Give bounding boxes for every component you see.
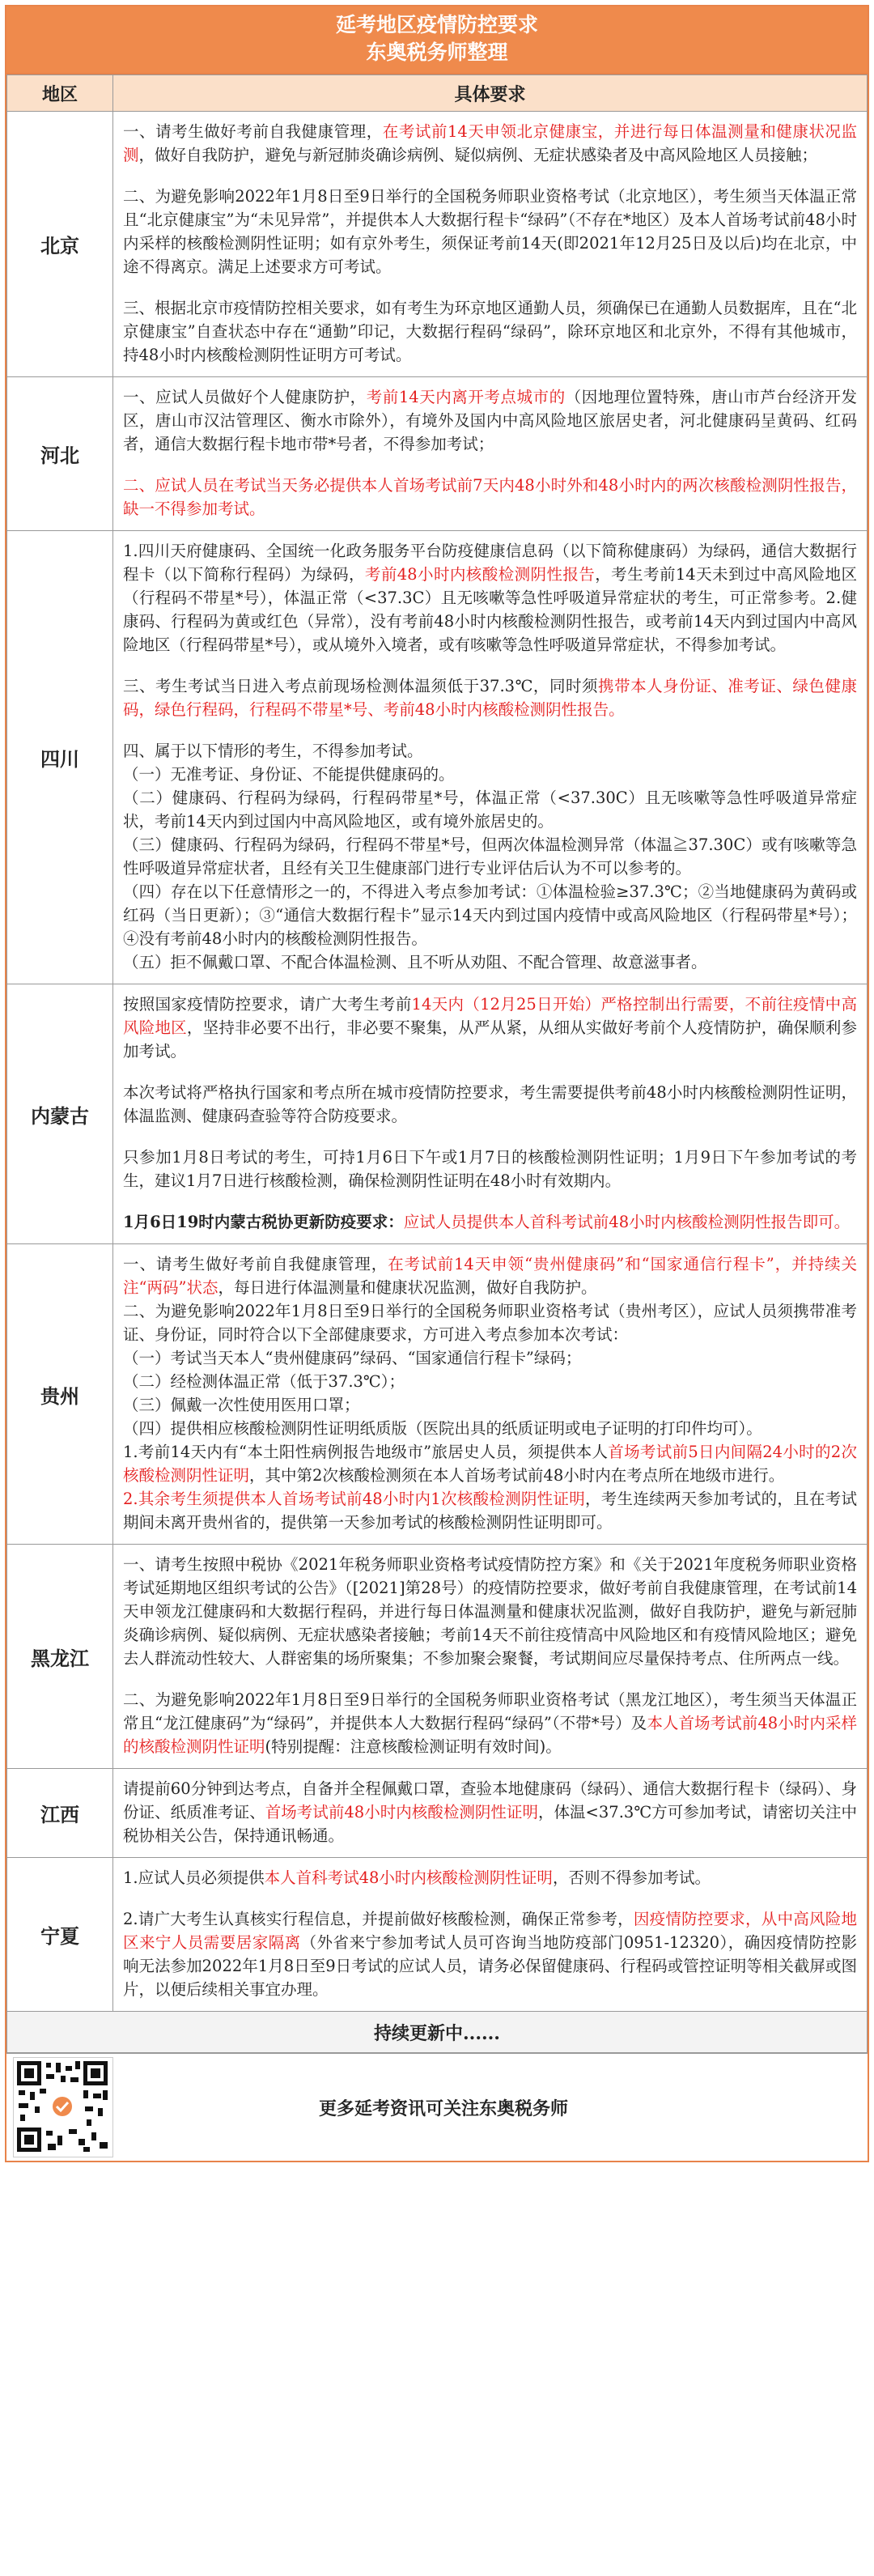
title-line-1: 延考地区疫情防控要求 <box>335 13 538 36</box>
continued-text: 持续更新中...... <box>7 2012 868 2053</box>
page <box>5 5 869 2162</box>
guizhou-item: （一）考试当天本人“贵州健康码”绿码、“国家通信行程卡”绿码； <box>123 1349 582 1367</box>
text-run: (特别提醒：注意核酸检测证明有效时间)。 <box>265 1737 562 1756</box>
highlight-text: 本人首科考试48小时内核酸检测阴性证明 <box>264 1868 553 1887</box>
highlight-text: 2.其余考生须提供本人首场考试前48小时内1次核酸检测阴性证明 <box>123 1490 585 1508</box>
jiangxi-p1 <box>123 1777 857 1847</box>
text-run: （因地理位置特殊，唐山市芦台经济开发区，唐山市汉沽管理区、衡水市除外），有境外及国内中高风险地区旅居史者，河北健康码呈黄码、红码者，通信大数据行程卡地市带*号者，不得参加考试； <box>123 388 857 453</box>
region-beijing: 北京 <box>7 112 113 377</box>
header-requirement: 具体要求 <box>113 75 868 112</box>
sichuan-item: （四）存在以下任意情形之一的，不得进入考点参加考试：①体温检验≥37.3℃；②当地健康码为黄码或红码（当日更新）；③“通信大数据行程卡”显示14天内到过国内疫情中或高风险地区（行程码带星*号）；④没有考前48小时内的核酸检测阴性报告。 <box>123 882 857 948</box>
guizhou-n2 <box>123 1487 857 1534</box>
footer <box>6 2053 868 2161</box>
text-run: 一、应试人员做好个人健康防护， <box>123 388 367 406</box>
neimenggu-p4 <box>123 1210 857 1234</box>
content-ningxia <box>113 1858 868 2012</box>
text-run: 1.应试人员必须提供 <box>123 1868 265 1887</box>
row-beijing <box>7 112 868 377</box>
sichuan-p1 <box>123 539 857 657</box>
region-sichuan: 四川 <box>7 531 113 984</box>
heilongjiang-p1: 一、请考生按照中税协《2021年税务师职业资格考试疫情防控方案》和《关于2021年度税务师职业资格考试延期地区组织考试的公告》（[2021]第28号）的疫情防控要求，做好考前自我健康管理，在考试前14天申领龙江健康码和大数据行程码，并进行每日体温测量和健康状况监测，做好自我防护，避免与新冠肺炎确诊病例、疑似病例、无症状感染者接触；考前14天不前往疫情高中风险地区和有疫情风险地区；避免去人群流动性较大、人群密集的场所聚集；不参加聚会聚餐，考试期间应尽量保持考点、住所两点一线。 <box>123 1555 857 1668</box>
content-heilongjiang <box>113 1545 868 1769</box>
header-region: 地区 <box>7 75 113 112</box>
text-run: ，考生考前14天未到过中高风险地区（行程码不带星*号），体温正常（<37.3C）且无咳嗽等急性呼吸道异常症状的考生，可正常参考。2.健康码、行程码为黄或红色（异常），没有考前48小时内核酸检测阴性报告，或考前14天内到过国内中高风险地区（行程码带星*号），或从境外入境者，或有咳嗽等急性呼吸道异常症状，不得参加考试。 <box>123 565 857 654</box>
text-run: ，每日进行体温测量和健康状况监测，做好自我防护。 <box>218 1278 597 1297</box>
region-heilongjiang: 黑龙江 <box>7 1545 113 1769</box>
text-run: 三、考生考试当日进入考点前现场检测体温须低于37.3℃，同时须 <box>123 677 599 695</box>
row-ningxia <box>7 1858 868 2012</box>
table-header-row <box>7 75 868 112</box>
highlight-text: 首场考试前5日内间隔24小时的2次核酸检测阴性证明 <box>123 1443 857 1485</box>
text-run: 1.四川天府健康码、全国统一化政务服务平台防疫健康信息码（以下简称健康码）为绿码，通信大数据行程卡（以下简称行程码）为绿码， <box>123 542 857 584</box>
highlight-text: 14天内（12月25日开始）严格控制出行需要，不前往疫情中高风险地区 <box>123 995 857 1037</box>
guizhou-item: （三）佩戴一次性使用医用口罩； <box>123 1396 360 1414</box>
content-sichuan <box>113 531 868 984</box>
bold-text: 1月6日19时内蒙古税协更新防疫要求： <box>123 1213 404 1231</box>
ningxia-p2 <box>123 1907 857 2001</box>
text-run: 一、请考生做好考前自我健康管理， <box>123 122 383 141</box>
region-hebei: 河北 <box>7 377 113 531</box>
highlight-text: 首场考试前48小时内核酸检测阴性证明 <box>265 1803 538 1821</box>
content-neimenggu <box>113 984 868 1244</box>
text-run: 按照国家疫情防控要求，请广大考生考前 <box>123 995 412 1014</box>
row-hebei <box>7 377 868 531</box>
sichuan-item: （一）无准考证、身份证、不能提供健康码的。 <box>123 765 455 784</box>
beijing-p3: 三、根据北京市疫情防控相关要求，如有考生为环京地区通勤人员，须确保已在通勤人员数据库，且在“北京健康宝”自查状态中存在“通勤”印记，大数据行程码“绿码”，除环京地区和北京外，不得有其他城市，持48小时内核酸检测阴性证明方可考试。 <box>123 299 857 364</box>
highlight-text: 因疫情防控要求，从中高风险地区来宁人员需要居家隔离 <box>123 1910 857 1952</box>
heilongjiang-p2 <box>123 1688 857 1758</box>
highlight-text: 考前48小时内核酸检测阴性报告 <box>364 565 596 584</box>
qr-code-icon[interactable] <box>13 2057 113 2157</box>
text-run: ，做好自我防护，避免与新冠肺炎确诊病例、疑似病例、无症状感染者及中高风险地区人员接触； <box>138 146 818 164</box>
hebei-p1 <box>123 385 857 456</box>
guizhou-p1 <box>123 1252 857 1299</box>
row-neimenggu <box>7 984 868 1244</box>
text-run: 请提前60分钟到达考点，自备并全程佩戴口罩，查验本地健康码（绿码）、通信大数据行程卡（绿码）、身份证、纸质准考证、 <box>123 1779 857 1821</box>
sichuan-item: （五）拒不佩戴口罩、不配合体温检测、且不听从劝阻、不配合管理、故意滋事者。 <box>123 953 707 971</box>
guizhou-n1 <box>123 1440 857 1487</box>
beijing-p1 <box>123 120 857 167</box>
highlight-text: 在考试前14天申领“贵州健康码”和“国家通信行程卡”，并持续关注“两码”状态 <box>123 1255 857 1297</box>
text-run: 二、为避免影响2022年1月8日至9日举行的全国税务师职业资格考试（黑龙江地区），考生须当天体温正常且“龙江健康码”为“绿码”，并提供本人大数据行程码“绿码”（不带*号）及 <box>123 1690 857 1732</box>
highlight-text: 应试人员提供本人首科考试前48小时内核酸检测阴性报告即可。 <box>403 1213 851 1231</box>
text-run: 2.请广大考生认真核实行程信息，并提前做好核酸检测，确保正常参考， <box>123 1910 634 1928</box>
content-jiangxi <box>113 1769 868 1858</box>
beijing-p2: 二、为避免影响2022年1月8日至9日举行的全国税务师职业资格考试（北京地区），考生须当天体温正常且“北京健康宝”为“未见异常”，并提供本人大数据行程卡“绿码”（不存在*地区）及本人首场考试前48小时内采样的核酸检测阴性证明；如有京外考生，须保证考前14天(即2021年12月25日及以后)均在北京，中途不得离京。满足上述要求方可考试。 <box>123 187 857 276</box>
row-jiangxi <box>7 1769 868 1858</box>
footer-text: 更多延考资讯可关注东奥税务师 <box>318 2098 568 2119</box>
requirements-table <box>6 74 868 2053</box>
guizhou-item: （二）经检测体温正常（低于37.3℃）； <box>123 1372 405 1391</box>
row-continued <box>7 2012 868 2053</box>
content-hebei <box>113 377 868 531</box>
sichuan-p3 <box>123 739 857 974</box>
text-run: 一、请考生做好考前自我健康管理， <box>123 1255 388 1273</box>
content-guizhou <box>113 1244 868 1545</box>
row-heilongjiang <box>7 1545 868 1769</box>
highlight-text: 本人首场考试前48小时内采样的核酸检测阴性证明 <box>123 1714 857 1756</box>
region-guizhou: 贵州 <box>7 1244 113 1545</box>
guizhou-p2: 二、为避免影响2022年1月8日至9日举行的全国税务师职业资格考试（贵州考区），应试人员须携带准考证、身份证，同时符合以下全部健康要求，方可进入考点参加本次考试： <box>123 1302 857 1344</box>
text-run: 1.考前14天内有“本土阳性病例报告地级市”旅居史人员，须提供本人 <box>123 1443 609 1461</box>
text-run: （外省来宁参加考试人员可咨询当地防疫部门0951-12320），确因疫情防控影响无法参加2022年1月8日至9日考试的应试人员，请务必保留健康码、行程码或管控证明等相关截屏或图片，以便后续相关事宜办理。 <box>123 1933 857 1999</box>
sichuan-p3-title: 四、属于以下情形的考生，不得参加考试。 <box>123 742 423 760</box>
region-neimenggu: 内蒙古 <box>7 984 113 1244</box>
guizhou-item: （四）提供相应核酸检测阴性证明纸质版（医院出具的纸质证明或电子证明的打印件均可）。 <box>123 1419 762 1438</box>
hebei-p2: 二、应试人员在考试当天务必提供本人首场考试前7天内48小时外和48小时内的两次核酸检测阴性报告，缺一不得参加考试。 <box>123 476 857 518</box>
row-guizhou <box>7 1244 868 1545</box>
row-sichuan <box>7 531 868 984</box>
text-run: ，否则不得参加考试。 <box>552 1868 711 1887</box>
neimenggu-p1 <box>123 993 857 1063</box>
region-ningxia: 宁夏 <box>7 1858 113 2012</box>
highlight-text: 考前14天内离开考点城市的 <box>366 388 566 406</box>
ningxia-p1 <box>123 1866 857 1889</box>
text-run: ，考生连续两天参加考试的，且在考试期间未离开贵州省的，提供第一天参加考试的核酸检测阴性证明即可。 <box>123 1490 857 1532</box>
content-beijing <box>113 112 868 377</box>
text-run: ，体温<37.3℃方可参加考试，请密切关注中税协相关公告，保持通讯畅通。 <box>123 1803 857 1845</box>
highlight-text: 在考试前14天申领北京健康宝，并进行每日体温测量和健康状况监测 <box>123 122 857 164</box>
region-jiangxi: 江西 <box>7 1769 113 1858</box>
sichuan-item: （三）健康码、行程码为绿码，行程码不带星*号，但两次体温检测异常（体温≧37.30C）或有咳嗽等急性呼吸道异常症状者，且经有关卫生健康部门进行专业评估后认为不可以参考的。 <box>123 835 857 878</box>
neimenggu-p2: 本次考试将严格执行国家和考点所在城市疫情防控要求，考生需要提供考前48小时内核酸检测阴性证明，体温监测、健康码查验等符合防疫要求。 <box>123 1083 857 1125</box>
sichuan-p2 <box>123 674 857 721</box>
highlight-text: 携带本人身份证、准考证、绿色健康码，绿色行程码，行程码不带星*号、考前48小时内核酸检测阴性报告。 <box>123 677 857 719</box>
text-run: ，坚持非必要不出行，非必要不聚集，从严从紧，从细从实做好考前个人疫情防护，确保顺利参加考试。 <box>123 1018 857 1061</box>
neimenggu-p3: 只参加1月8日考试的考生，可持1月6日下午或1月7日的核酸检测阴性证明；1月9日下午参加考试的考生，建议1月7日进行核酸检测，确保检测阴性证明在48小时有效期内。 <box>123 1148 857 1190</box>
page-title <box>6 6 868 74</box>
title-line-2: 东奥税务师整理 <box>366 40 508 64</box>
text-run: ，其中第2次核酸检测须在本人首场考试前48小时内在考点所在地级市进行。 <box>249 1466 785 1485</box>
sichuan-item: （二）健康码、行程码为绿码，行程码带星*号，体温正常（<37.30C）且无咳嗽等急性呼吸道异常症状，考前14天内到过国内中高风险地区，或有境外旅居史的。 <box>123 789 857 831</box>
